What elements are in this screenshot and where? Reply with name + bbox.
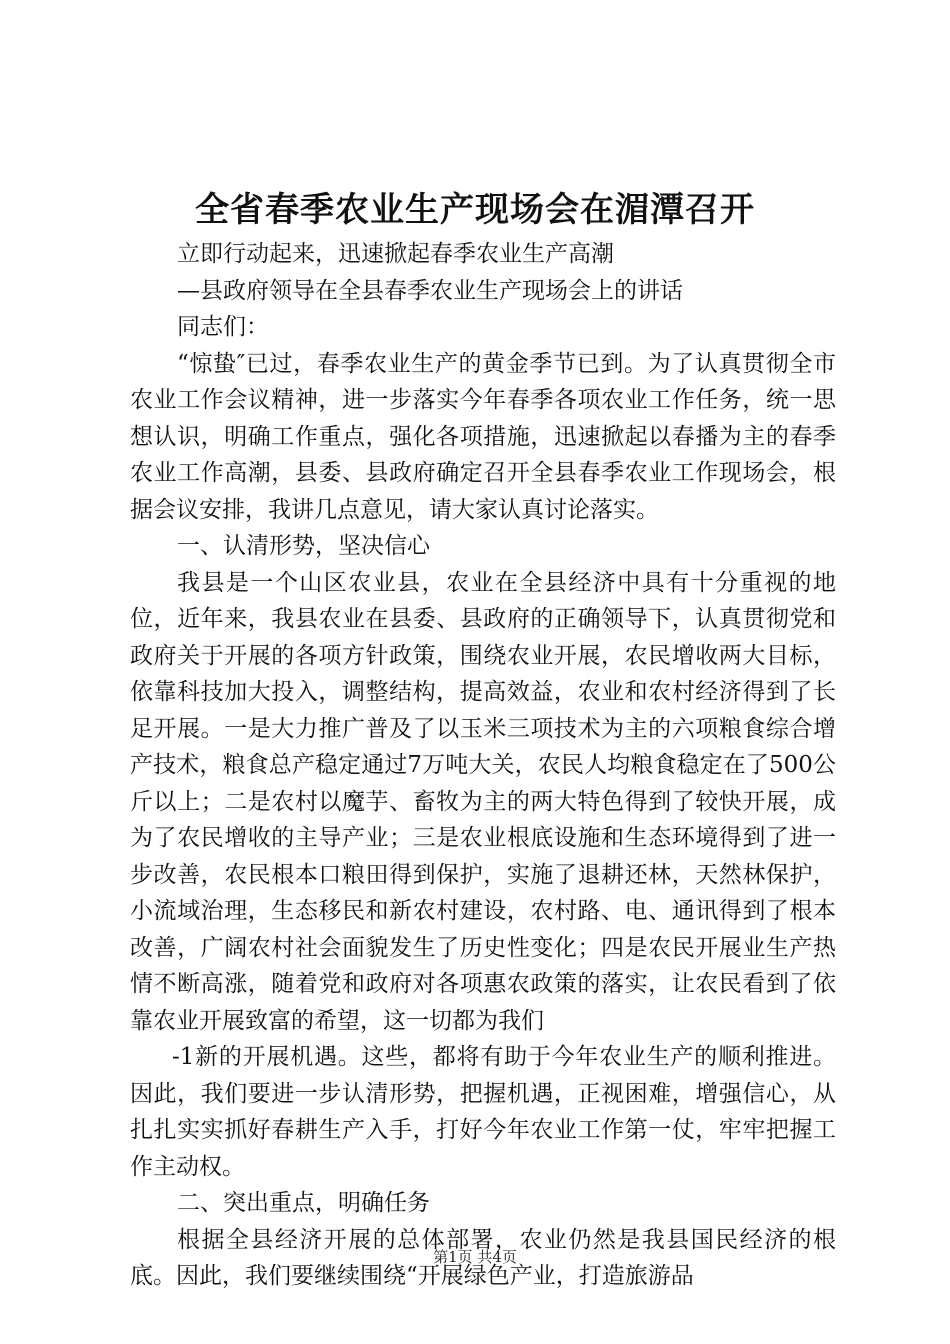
paragraph-opportunity: -1新的开展机遇。这些，都将有助于今年农业生产的顺利推进。因此，我们要进一步认清形势，把握机遇，正视困难，增强信心，从扎扎实实抓好春耕生产入手，打好今年农业工作第一仗，牢牢把握工作主动权。 — [130, 1044, 836, 1180]
paragraph-tasks: 根据全县经济开展的总体部署，农业仍然是我县国民经济的根底。因此，我们要继续围绕“开展绿色产业，打造旅游品 — [130, 1226, 836, 1289]
document-body — [130, 236, 836, 1295]
section-heading-2: 二、突出重点，明确任务 — [177, 1190, 430, 1216]
document-title: 全省春季农业生产现场会在湄潭召开 — [195, 190, 755, 230]
speech-subtitle: 立即行动起来，迅速掀起春季农业生产高潮 — [177, 241, 614, 267]
paragraph-situation: 我县是一个山区农业县，农业在全县经济中具有十分重视的地位，近年来，我县农业在县委、县政府的正确领导下，认真贯彻党和政府关于开展的各项方针政策，围绕农业开展，农民增收两大目标，依靠科技加大投入，调整结构，提高效益，农业和农村经济得到了长足开展。一是大力推广普及了以玉米三项技术为主的六项粮食综合增产技术，粮食总产稳定通过7万吨大关，农民人均粮食稳定在了500公斤以上；二是农村以魔芋、畜牧为主的两大特色得到了较快开展，成为了农民增收的主导产业；三是农业根底设施和生态环境得到了进一步改善，农民根本口粮田得到保护，实施了退耕还林，天然林保护，小流域治理，生态移民和新农村建设，农村路、电、通讯得到了根本改善，广阔农村社会面貌发生了历史性变化；四是农民开展业生产热情不断高涨，随着党和政府对各项惠农政策的落实，让农民看到了依靠农业开展致富的希望，这一切都为我们 — [130, 569, 836, 1034]
section-heading-1: 一、认清形势，坚决信心 — [177, 533, 430, 559]
speech-source: —县政府领导在全县春季农业生产现场会上的讲话 — [177, 277, 683, 304]
paragraph-intro: “惊蛰″已过，春季农业生产的黄金季节已到。为了认真贯彻全市农业工作会议精神，进一步落实今年春季各项农业工作任务，统一思想认识，明确工作重点，强化各项措施，迅速掀起以春播为主的春季农业工作高潮，县委、县政府确定召开全县春季农业工作现场会，根据会议安排，我讲几点意见，请大家认真讨论落实。 — [130, 350, 836, 523]
salutation: 同志们： — [177, 314, 269, 340]
page-number: 第1页 共4页 — [433, 1248, 517, 1266]
